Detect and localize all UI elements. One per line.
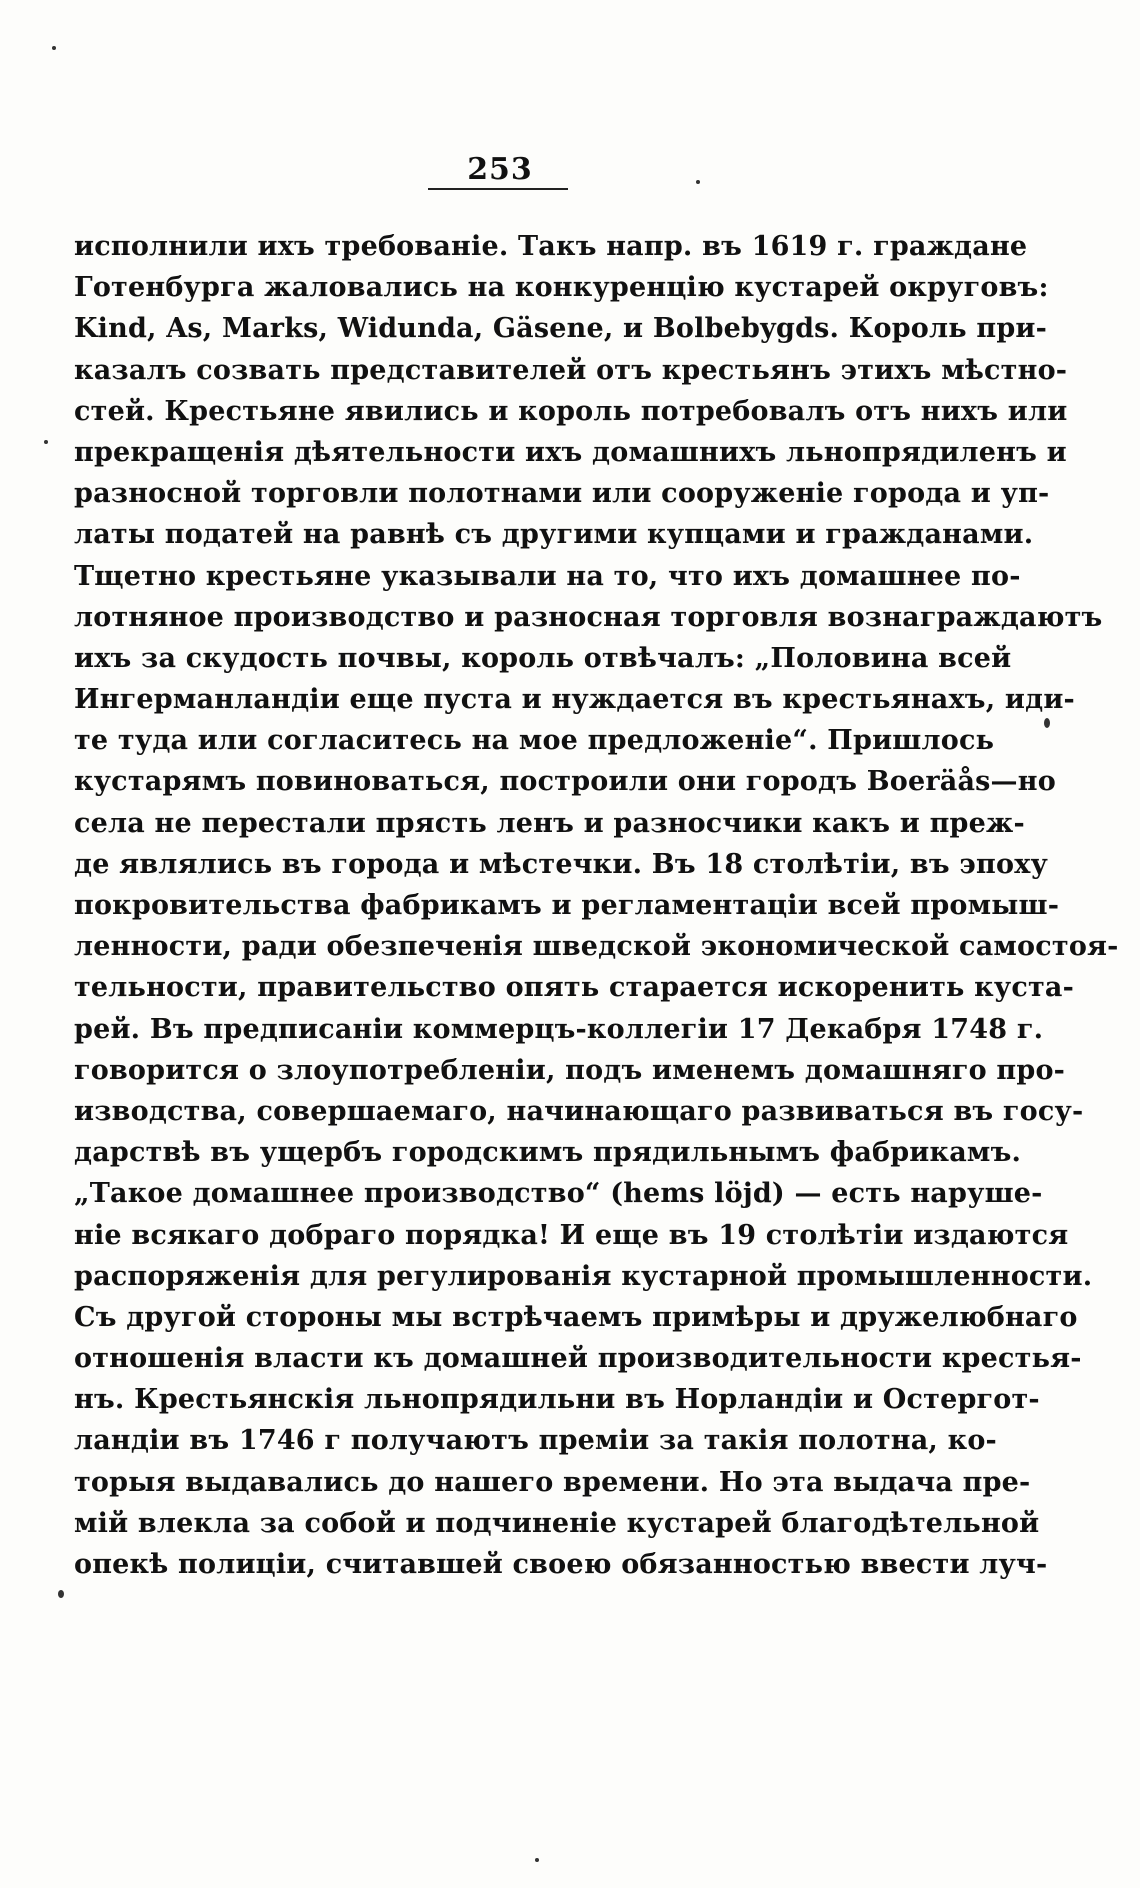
text-line: ландіи въ 1746 г получаютъ преміи за такія полотна, ко- [74, 1425, 997, 1457]
text-line: дарствѣ въ ущербъ городскимъ прядильнымъ фабрикамъ. [74, 1137, 1022, 1169]
text-line: нъ. Крестьянскія льнопрядильни въ Норландіи и Остергот- [74, 1384, 1040, 1416]
text-line: изводства, совершаемаго, начинающаго развиваться въ госу- [74, 1095, 1084, 1127]
text-line: ихъ за скудость почвы, король отвѣчалъ: „Половина всей [74, 642, 1012, 674]
text-line: стей. Крестьяне явились и король потребовалъ отъ нихъ или [74, 395, 1068, 427]
text-line: села не перестали прясть ленъ и разносчики какъ и преж- [74, 807, 1025, 839]
text-line: Ингерманландіи еще пуста и нуждается въ крестьянахъ, иди- [74, 684, 1075, 716]
scan-speck [696, 180, 700, 184]
body-text [74, 226, 1119, 1585]
page-number: 253 [467, 152, 533, 187]
text-line: прекращенія дѣятельности ихъ домашнихъ льнопрядиленъ и [74, 436, 1067, 468]
scan-speck [1044, 718, 1050, 728]
scan-speck [535, 1858, 539, 1862]
text-line: Тщетно крестьяне указывали на то, что ихъ домашнее по- [74, 560, 1021, 592]
text-line: рей. Въ предписаніи коммерцъ-коллегіи 17 Декабря 1748 г. [74, 1013, 1044, 1045]
text-line: мій влекла за собой и подчиненіе кустарей благодѣтельной [74, 1507, 1040, 1539]
text-line: говорится о злоупотребленіи, подъ именемъ домашняго про- [74, 1054, 1066, 1086]
text-line: отношенія власти къ домашней производительности крестья- [74, 1343, 1082, 1375]
text-line: Готенбурга жаловались на конкуренцію кустарей округовъ: [74, 272, 1049, 304]
text-line: латы податей на равнѣ съ другими купцами и гражданами. [74, 519, 1034, 551]
text-line: те туда или согласитесь на мое предложеніе“. Пришлось [74, 725, 995, 757]
scan-speck [58, 1590, 64, 1598]
text-line: тельности, правительство опять старается искоренить куста- [74, 972, 1075, 1004]
text-line: ленности, ради обезпеченія шведской экономической самостоя- [74, 931, 1119, 963]
scan-speck [52, 46, 56, 50]
text-line: разносной торговли полотнами или сооруженіе города и уп- [74, 478, 1050, 510]
text-line: покровительства фабрикамъ и регламентаціи всей промыш- [74, 890, 1060, 921]
text-line: Съ другой стороны мы встрѣчаемъ примѣры и дружелюбнаго [74, 1301, 1078, 1333]
text-line: торыя выдавались до нашего времени. Но эта выдача пре- [74, 1466, 1031, 1498]
text-line: Kind, As, Marks, Widunda, Gäsene, и Bolbebygds. Король при- [74, 313, 1048, 345]
text-line: казалъ созвать представителей отъ крестьянъ этихъ мѣстно- [74, 354, 1068, 386]
text-line: лотняное производство и разносная торговля вознаграждаютъ [74, 601, 1103, 633]
text-line: опекѣ полиціи, считавшей своею обязанностью ввести луч- [74, 1549, 1048, 1580]
text-line: исполнили ихъ требованіе. Такъ напр. въ 1619 г. граждане [74, 231, 1028, 262]
text-line: де являлись въ города и мѣстечки. Въ 18 столѣтіи, въ эпоху [74, 848, 1048, 880]
text-line: ніе всякаго добраго порядка! И еще въ 19 столѣтіи издаются [74, 1219, 1069, 1251]
text-line: „Такое домашнее производство“ (hems löjd) — есть наруше- [74, 1178, 1043, 1210]
text-line: распоряженія для регулированія кустарной промышленности. [74, 1260, 1093, 1292]
scan-speck [44, 440, 48, 444]
text-line: кустарямъ повиноваться, построили они городъ Boeräås—но [74, 766, 1056, 798]
page-number-rule [428, 188, 568, 190]
